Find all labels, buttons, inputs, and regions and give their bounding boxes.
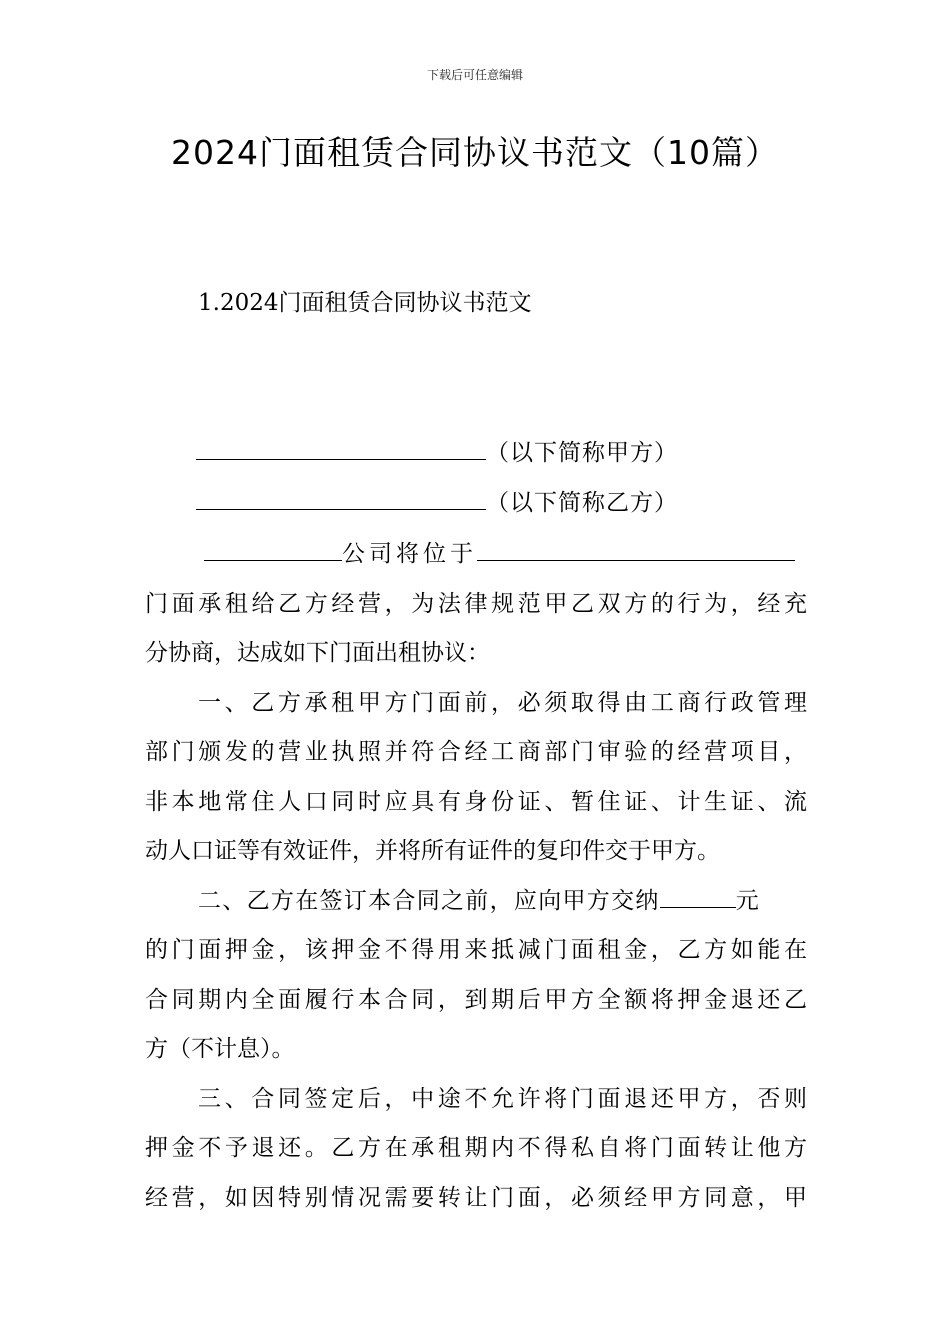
- party-b-suffix: （以下简称乙方）: [486, 490, 678, 516]
- section-heading: 1.2024门面租赁合同协议书范文: [198, 290, 532, 316]
- clause2-first-line: [198, 882, 759, 915]
- clause3-line: 押金不予退还。乙方在承租期内不得私自将门面转让他方: [145, 1135, 807, 1161]
- intro-line: 门面承租给乙方经营，为法律规范甲乙双方的行为，经充: [145, 591, 807, 617]
- deposit-amount-blank: [660, 885, 736, 908]
- location-blank: [477, 538, 795, 561]
- clause1-line: 非本地常住人口同时应具有身份证、暂住证、计生证、流: [145, 789, 807, 815]
- clause2-line: 合同期内全面履行本合同，到期后甲方全额将押金退还乙: [145, 987, 807, 1013]
- party-a-blank: [196, 437, 486, 460]
- intro-line: 分协商，达成如下门面出租协议：: [145, 640, 490, 666]
- clause2-unit: 元: [735, 888, 759, 914]
- clause2-text: 二、乙方在签订本合同之前，应向甲方交纳: [198, 888, 660, 914]
- clause2-line: 方（不计息）。: [145, 1036, 295, 1062]
- clause1-line: 动人口证等有效证件，并将所有证件的复印件交于甲方。: [145, 838, 720, 864]
- party-b-line: [196, 484, 678, 517]
- clause3-line: 经营，如因特别情况需要转让门面，必须经甲方同意，甲: [145, 1185, 807, 1211]
- document-title: 2024门面租赁合同协议书范文（10篇）: [171, 133, 779, 172]
- clause1-line: 一、乙方承租甲方门面前，必须取得由工商行政管理: [198, 690, 807, 716]
- company-line: [204, 535, 795, 568]
- header-note: 下载后可任意编辑: [426, 68, 523, 82]
- party-a-line: [196, 434, 678, 467]
- clause2-line: 的门面押金，该押金不得用来抵减门面租金，乙方如能在: [145, 937, 807, 963]
- party-a-suffix: （以下简称甲方）: [486, 440, 678, 466]
- party-b-blank: [196, 487, 486, 510]
- company-text: 公司将位于: [342, 541, 477, 567]
- company-name-blank: [204, 538, 342, 561]
- clause1-line: 部门颁发的营业执照并符合经工商部门审验的经营项目，: [145, 739, 807, 765]
- clause3-line: 三、合同签定后，中途不允许将门面退还甲方，否则: [198, 1086, 807, 1112]
